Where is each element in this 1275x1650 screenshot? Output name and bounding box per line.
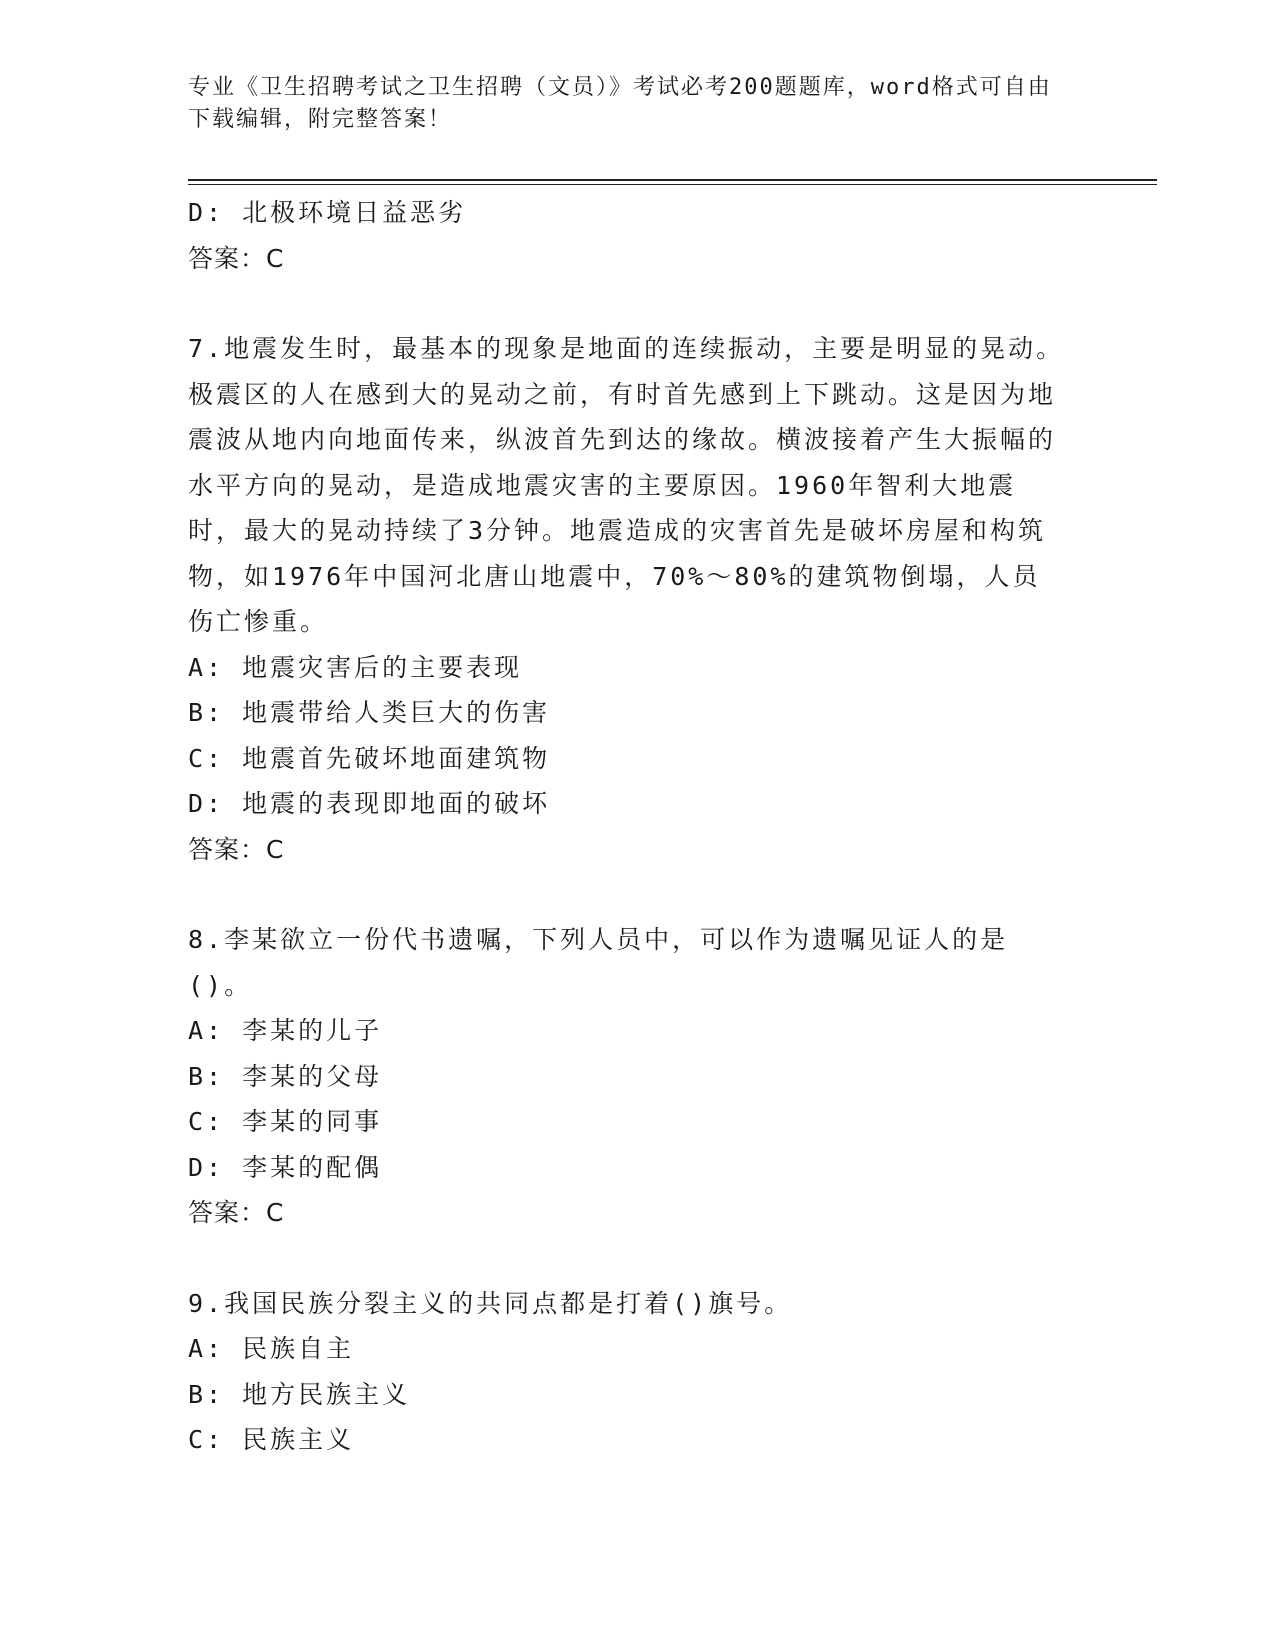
prev-answer: 答案：C xyxy=(188,243,285,273)
prev-option-d: D: 北极环境日益恶劣 xyxy=(188,198,467,227)
header-rule-thin xyxy=(188,184,1157,185)
question-8-option-c: C: 李某的同事 xyxy=(188,1107,383,1136)
question-9-option-a: A: 民族自主 xyxy=(188,1334,355,1363)
question-8-option-b: B: 李某的父母 xyxy=(188,1061,383,1091)
question-7-stem: 7.地震发生时，最基本的现象是地面的连续振动，主要是明显的晃动。极震区的人在感到大的晃动之前，有时首先感到上下跳动。这是因为地震波从地内向地面传来，纵波首先到达的缘故。横波接着产生大振幅的水平方向的晃动，是造成地震灾害的主要原因。1960年智利大地震时，最大的晃动持续了3分钟。地震造成的灾害首先是破坏房屋和构筑物，如1976年中国河北唐山地震中，70%～80%的建筑物倒塌，人员伤亡惨重。 xyxy=(188,334,1065,636)
header-rule-thick xyxy=(188,179,1157,181)
document-body xyxy=(188,190,1068,1463)
question-9-option-c: C: 民族主义 xyxy=(188,1425,355,1454)
question-9-option-b: B: 地方民族主义 xyxy=(188,1379,411,1409)
question-8-option-d: D: 李某的配偶 xyxy=(188,1152,383,1182)
question-9-stem: 9.我国民族分裂主义的共同点都是打着()旗号。 xyxy=(188,1288,793,1318)
question-7-answer: 答案：C xyxy=(188,834,285,864)
document-header: 专业《卫生招聘考试之卫生招聘（文员）》考试必考200题题库，word格式可自由下载编辑，附完整答案！ xyxy=(188,75,1052,132)
question-7-option-d: D: 地震的表现即地面的破坏 xyxy=(188,789,551,818)
question-8-option-a: A: 李某的儿子 xyxy=(188,1016,383,1045)
question-7-option-a: A: 地震灾害后的主要表现 xyxy=(188,652,523,682)
question-8-answer: 答案：C xyxy=(188,1198,285,1227)
question-8-stem: 8.李某欲立一份代书遗嘱，下列人员中，可以作为遗嘱见证人的是()。 xyxy=(188,925,1009,1000)
question-7-option-b: B: 地震带给人类巨大的伤害 xyxy=(188,698,551,727)
question-7-option-c: C: 地震首先破坏地面建筑物 xyxy=(188,743,551,773)
